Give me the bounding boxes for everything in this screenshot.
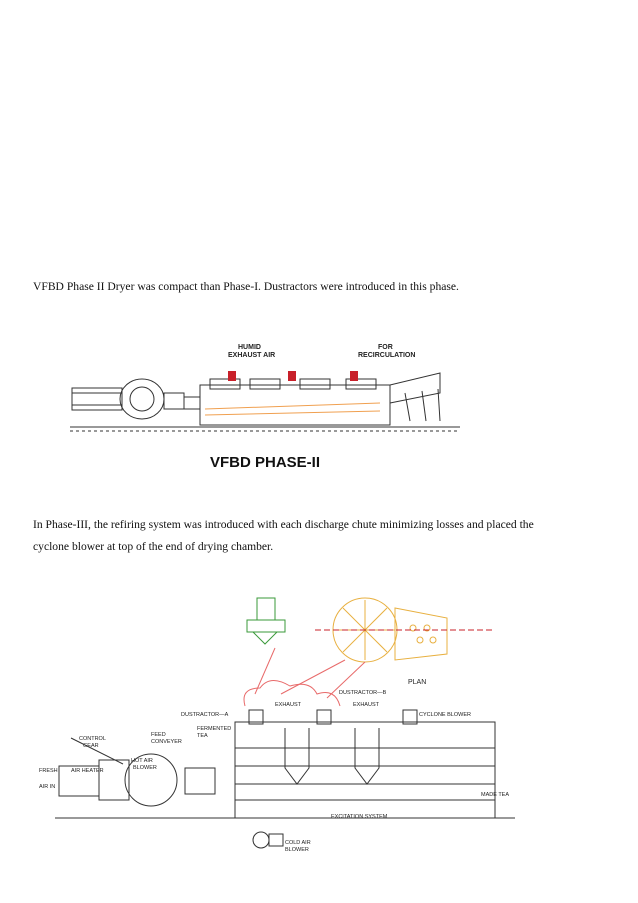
label-conveyer: CONVEYER xyxy=(151,739,182,745)
label-for: FOR xyxy=(378,344,393,351)
paragraph-phase2: VFBD Phase II Dryer was compact than Phase-I. Dustractors were introduced in this phase. xyxy=(33,280,459,293)
label-made-tea: MADE TEA xyxy=(481,792,510,798)
label-tea: TEA xyxy=(197,733,208,739)
air-flow-lines xyxy=(205,403,380,415)
vfbd-phase3-diagram xyxy=(35,588,575,878)
label-exhaust-air: EXHAUST AIR xyxy=(228,352,276,359)
label-air-in: AIR IN xyxy=(39,784,56,790)
figure-vfbd-phase3 xyxy=(35,588,575,878)
label-excitation-system: EXCITATION SYSTEM xyxy=(331,814,388,820)
vfbd-phase2-diagram xyxy=(60,333,480,473)
paragraph-phase3-line1: In Phase-III, the refiring system was introduced with each discharge chute minimizing losses and placed the xyxy=(33,518,534,531)
label-air-heater: AIR HEATER xyxy=(71,768,104,774)
label-plan: PLAN xyxy=(408,679,427,686)
label-fermented: FERMENTED xyxy=(197,726,232,732)
green-motor-shape xyxy=(247,598,285,644)
label-hot-air: HOT AIR xyxy=(131,758,153,764)
paragraph-phase3-line2: cyclone blower at top of the end of drying chamber. xyxy=(33,540,274,553)
label-blower-cold: BLOWER xyxy=(285,847,309,853)
label-control: CONTROL xyxy=(79,736,106,742)
ground-line xyxy=(70,427,460,431)
label-cyclone-blower: CYCLONE BLOWER xyxy=(419,712,471,718)
caption-vfbd-phase2: VFBD PHASE-II xyxy=(210,454,321,471)
label-cold-air: COLD AIR xyxy=(285,840,311,846)
label-recirculation: RECIRCULATION xyxy=(358,352,416,359)
label-exhaust-1: EXHAUST xyxy=(275,702,301,708)
phase3-machinery xyxy=(55,710,515,848)
label-blower-hot: BLOWER xyxy=(133,765,157,771)
label-feed: FEED xyxy=(151,732,166,738)
hot-air-blower-shape xyxy=(72,379,200,419)
label-dustractor-b: DUSTRACTOR—B xyxy=(339,690,387,696)
label-exhaust-2: EXHAUST xyxy=(353,702,379,708)
label-humid: HUMID xyxy=(238,344,261,351)
figure-vfbd-phase2 xyxy=(60,333,480,473)
exhaust-fans xyxy=(228,371,358,381)
label-dustractor-a: DUSTRACTOR—A xyxy=(181,712,229,718)
paragraph-phase3 xyxy=(33,514,605,558)
label-fresh: FRESH xyxy=(39,768,58,774)
label-gear: GEAR xyxy=(83,743,99,749)
